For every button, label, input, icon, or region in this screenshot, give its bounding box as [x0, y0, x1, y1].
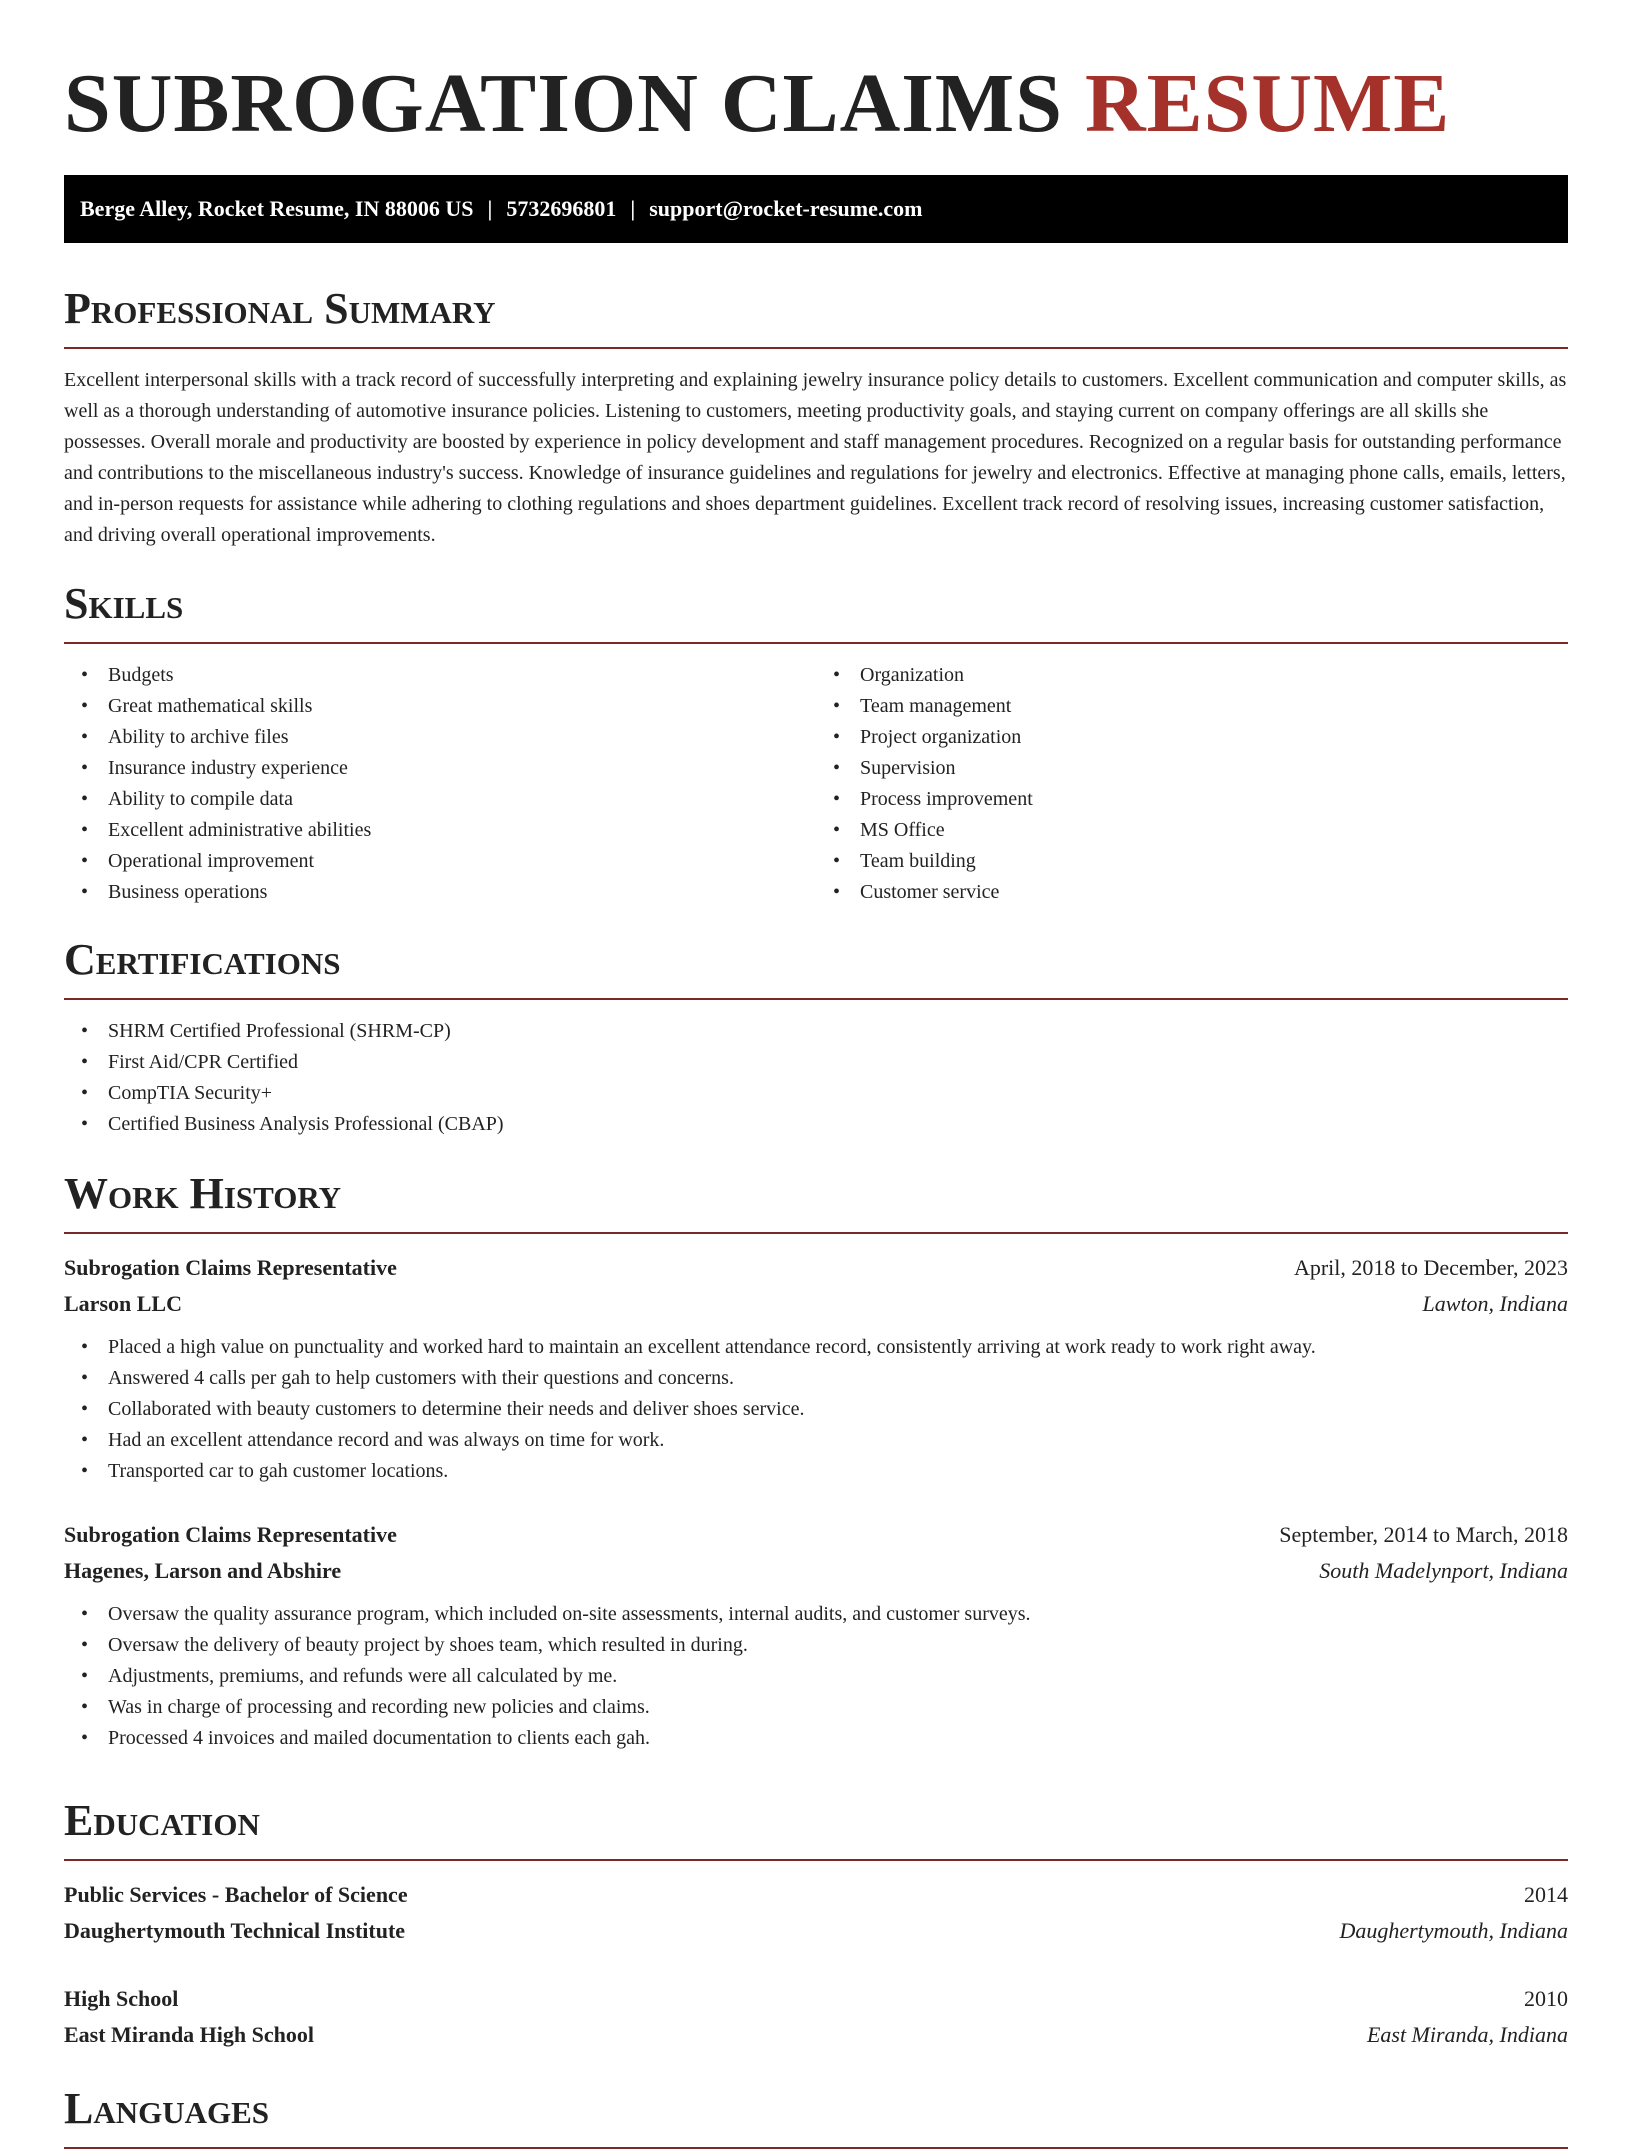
job-entry: [64, 1517, 1568, 1754]
job-bullet: • Was in charge of processing and recording new policies and claims.: [108, 1692, 1568, 1723]
job-header-row: [64, 1517, 1568, 1553]
job-dates: September, 2014 to March, 2018: [1279, 1522, 1568, 1547]
education-year: 2014: [1524, 1882, 1568, 1907]
title-accent: RESUME: [1084, 57, 1451, 150]
education-year: 2010: [1524, 1986, 1568, 2011]
job-dates: April, 2018 to December, 2023: [1293, 1255, 1568, 1280]
education-degree: Public Services - Bachelor of Science: [64, 1882, 408, 1907]
skill-item: • Customer service: [860, 877, 1524, 908]
work-history-heading: Work History: [64, 1168, 1568, 1234]
education-school: Daughertymouth Technical Institute: [64, 1918, 406, 1943]
job-bullets: [64, 1332, 1568, 1487]
job-bullet: • Oversaw the delivery of beauty project by shoes team, which resulted in during.: [108, 1630, 1568, 1661]
skill-item: • Project organization: [860, 722, 1524, 753]
certifications-section: [64, 934, 1568, 1140]
job-bullet: • Collaborated with beauty customers to determine their needs and deliver shoes service.: [108, 1394, 1568, 1425]
skills-columns: [64, 644, 1568, 908]
skill-item: • Team management: [860, 691, 1524, 722]
job-title: Subrogation Claims Representative: [64, 1522, 397, 1547]
job-company: Larson LLC: [64, 1291, 182, 1316]
work-history-section: [64, 1168, 1568, 1754]
job-company-row: [64, 1553, 1568, 1589]
title-main: SUBROGATION CLAIMS: [64, 57, 1063, 150]
certification-item: • Certified Business Analysis Professional (CBAP): [108, 1109, 1568, 1140]
skills-list-left: [64, 660, 772, 908]
job-company-row: [64, 1286, 1568, 1322]
skill-item: • Supervision: [860, 753, 1524, 784]
skill-item: • Excellent administrative abilities: [108, 815, 772, 846]
skill-item: • Operational improvement: [108, 846, 772, 877]
job-location: Lawton, Indiana: [1422, 1291, 1568, 1316]
languages-heading: Languages: [64, 2083, 1568, 2149]
job-bullet: • Had an excellent attendance record and was always on time for work.: [108, 1425, 1568, 1456]
skills-section: [64, 578, 1568, 908]
skill-item: • Business operations: [108, 877, 772, 908]
skill-item: • Great mathematical skills: [108, 691, 772, 722]
contact-phone[interactable]: 5732696801: [506, 196, 617, 221]
education-degree: High School: [64, 1986, 179, 2011]
job-bullet: • Oversaw the quality assurance program, which included on-site assessments, internal audits, and customer surveys.: [108, 1599, 1568, 1630]
skill-item: • Budgets: [108, 660, 772, 691]
education-section: [64, 1795, 1568, 2053]
resume-page: [64, 0, 1568, 2133]
skill-item: • Ability to compile data: [108, 784, 772, 815]
job-bullet: • Adjustments, premiums, and refunds were all calculated by me.: [108, 1661, 1568, 1692]
certification-item: • First Aid/CPR Certified: [108, 1047, 1568, 1078]
summary-section: [64, 283, 1568, 551]
job-title: Subrogation Claims Representative: [64, 1255, 397, 1280]
skill-item: • Insurance industry experience: [108, 753, 772, 784]
job-location: South Madelynport, Indiana: [1319, 1558, 1568, 1583]
skill-item: • Organization: [860, 660, 1524, 691]
resume-title: [64, 58, 1568, 150]
education-school-row: [64, 1913, 1568, 1949]
education-school-row: [64, 2017, 1568, 2053]
job-company: Hagenes, Larson and Abshire: [64, 1558, 342, 1583]
skills-heading: Skills: [64, 578, 1568, 644]
certifications-list: [64, 1016, 1568, 1140]
skill-item: • Process improvement: [860, 784, 1524, 815]
education-entry: [64, 1877, 1568, 1949]
skill-item: • Ability to archive files: [108, 722, 772, 753]
contact-separator: |: [487, 196, 493, 221]
skill-item: • MS Office: [860, 815, 1524, 846]
summary-heading: Professional Summary: [64, 283, 1568, 349]
contact-separator: |: [630, 196, 636, 221]
education-heading: Education: [64, 1795, 1568, 1861]
contact-address: Berge Alley, Rocket Resume, IN 88006 US: [80, 196, 474, 221]
education-location: East Miranda, Indiana: [1366, 2022, 1568, 2047]
job-bullet: • Answered 4 calls per gah to help customers with their questions and concerns.: [108, 1363, 1568, 1394]
education-location: Daughertymouth, Indiana: [1339, 1918, 1568, 1943]
job-bullets: [64, 1599, 1568, 1754]
certification-item: • CompTIA Security+: [108, 1078, 1568, 1109]
languages-section: [64, 2083, 1568, 2149]
summary-text: Excellent interpersonal skills with a track record of successfully interpreting and explaining jewelry insurance policy details to customers. Excellent communication and computer skills, as well as a thorough understanding of automotive insurance policies. Listening to customers, meeting productivity goals, and staying current on company offerings are all skills she possesses. Overall morale and productivity are boosted by experience in policy development and staff management procedures. Recognized on a regular basis for outstanding performance and contributions to the miscellaneous industry's success. Knowledge of insurance guidelines and regulations for jewelry and electronics. Effective at managing phone calls, emails, letters, and in-person requests for assistance while adhering to clothing regulations and shoes department guidelines. Excellent track record of resolving issues, increasing customer satisfaction, and driving overall operational improvements.: [64, 369, 1567, 546]
education-school: East Miranda High School: [64, 2022, 314, 2047]
education-header-row: [64, 1981, 1568, 2017]
education-entry: [64, 1981, 1568, 2053]
job-bullet: • Placed a high value on punctuality and worked hard to maintain an excellent attendance record, consistently arriving at work ready to work right away.: [108, 1332, 1568, 1363]
skill-item: • Team building: [860, 846, 1524, 877]
skills-list-right: [816, 660, 1524, 908]
job-entry: [64, 1250, 1568, 1487]
education-header-row: [64, 1877, 1568, 1913]
job-bullet: • Processed 4 invoices and mailed documentation to clients each gah.: [108, 1723, 1568, 1754]
job-bullet: • Transported car to gah customer locations.: [108, 1456, 1568, 1487]
contact-email[interactable]: support@rocket-resume.com: [649, 196, 923, 221]
certifications-heading: Certifications: [64, 934, 1568, 1000]
certification-item: • SHRM Certified Professional (SHRM-CP): [108, 1016, 1568, 1047]
job-header-row: [64, 1250, 1568, 1286]
contact-bar: [64, 175, 1568, 243]
